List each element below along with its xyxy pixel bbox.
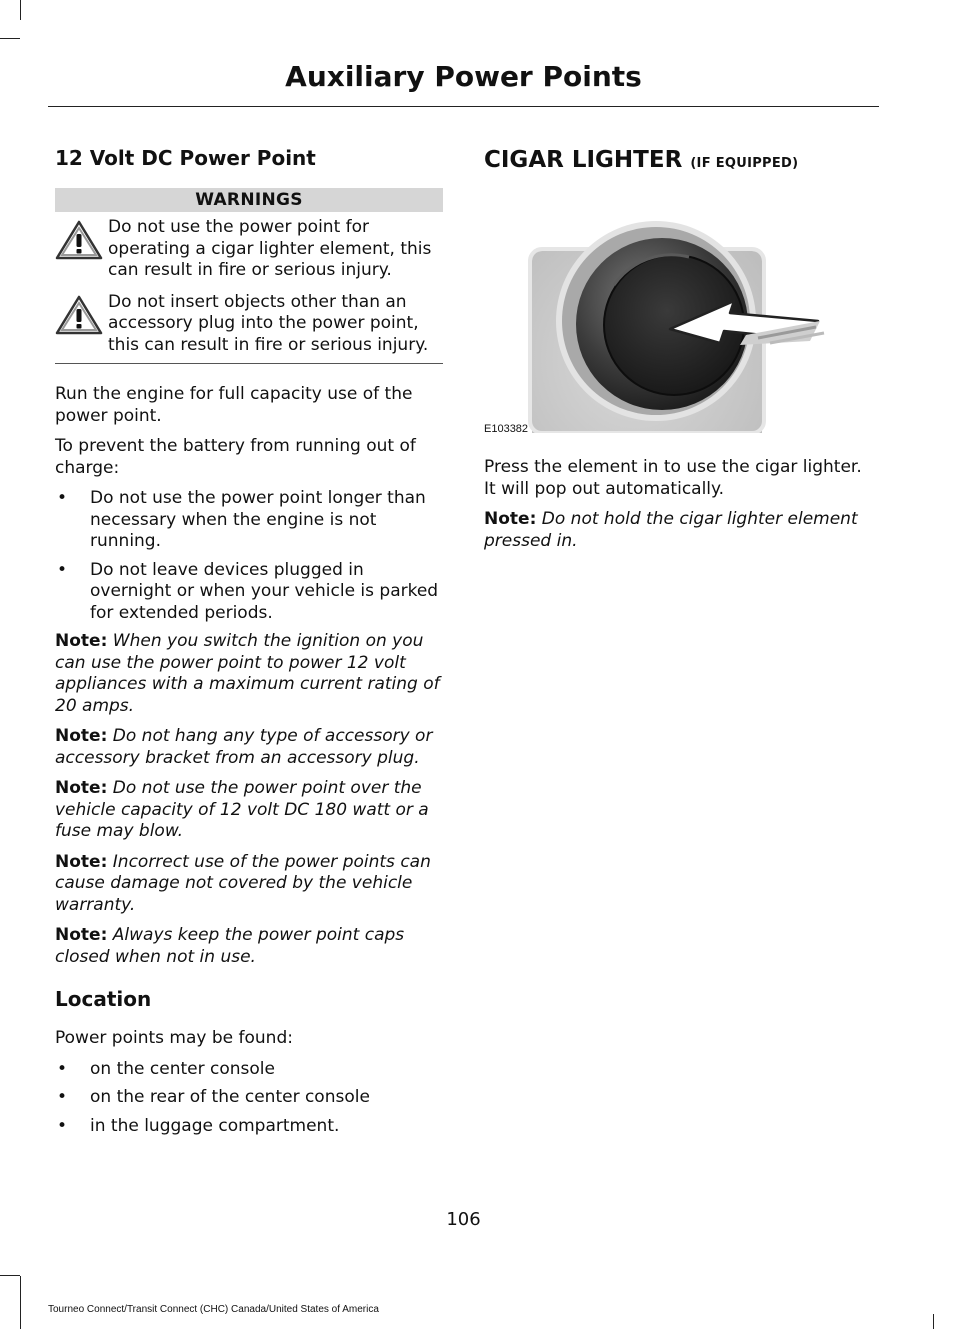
bullet-icon: • <box>57 1115 68 1136</box>
warning-triangle-icon <box>55 294 103 336</box>
note-label: Note: <box>55 726 108 746</box>
crop-mark <box>20 0 21 20</box>
note-label: Note: <box>55 851 108 872</box>
list-item-text: on the rear of the center console <box>90 1087 370 1107</box>
warning-text: Do not insert objects other than an accessory plug into the power point, this can result in fire or serious injury. <box>108 291 429 355</box>
page-number: 106 <box>446 1209 481 1230</box>
body-paragraph: Power points may be found: <box>55 1028 293 1048</box>
note-text: Incorrect use of the power points can cause damage not covered by the vehicle warranty. <box>55 851 431 915</box>
footer-text: Tourneo Connect/Transit Connect (CHC) Canada/United States of America <box>48 1304 379 1315</box>
bullet-icon: • <box>57 1087 68 1107</box>
note-text: Do not use the power point over the vehicle capacity of 12 volt DC 180 watt or a fuse may blow. <box>55 778 429 841</box>
warning-triangle-icon <box>55 219 103 261</box>
cigar-lighter-figure <box>484 193 874 433</box>
list-item-text: in the luggage compartment. <box>90 1115 340 1136</box>
note-text: When you switch the ignition on you can use the power point to power 12 volt appliances with a maximum current rating of 20 amps. <box>55 631 440 716</box>
body-paragraph: To prevent the battery from running out of charge: <box>55 436 416 478</box>
warnings-header: WARNINGS <box>55 188 443 212</box>
note <box>55 631 443 717</box>
note <box>484 509 874 552</box>
page-title: Auxiliary Power Points <box>285 60 642 93</box>
list-item <box>55 560 443 625</box>
note-text: Do not hold the cigar lighter element pressed in. <box>484 509 858 551</box>
warning-item <box>55 217 443 282</box>
right-column <box>484 145 874 561</box>
title-divider <box>48 106 879 107</box>
section-heading-location: Location <box>55 987 152 1011</box>
bullet-icon: • <box>57 559 68 580</box>
note-label: Note: <box>484 509 537 529</box>
heading-suffix: (IF EQUIPPED) <box>690 156 799 171</box>
list-item <box>55 488 443 553</box>
section-heading-cigar-lighter <box>484 145 874 179</box>
warning-item <box>55 292 443 357</box>
note-label: Note: <box>55 925 108 945</box>
list-item <box>55 1087 443 1109</box>
bullet-icon: • <box>57 1058 68 1079</box>
note <box>55 726 443 769</box>
list-item-text: Do not use the power point longer than necessary when the engine is not running. <box>90 488 426 551</box>
crop-mark <box>933 1314 934 1329</box>
list-item-text: on the center console <box>90 1058 275 1079</box>
note-text: Always keep the power point caps closed when not in use. <box>55 925 405 967</box>
body-paragraph: Run the engine for full capacity use of the power point. <box>55 384 413 426</box>
cigar-lighter-illustration <box>484 193 874 433</box>
note-label: Note: <box>55 631 108 651</box>
note-text: Do not hang any type of accessory or accessory bracket from an accessory plug. <box>55 726 433 768</box>
crop-mark <box>20 1276 21 1329</box>
left-column <box>55 145 443 1144</box>
bullet-icon: • <box>57 488 68 508</box>
figure-code: E103382 <box>484 423 529 435</box>
list-item-text: Do not leave devices plugged in overnight or when your vehicle is parked for extended periods. <box>90 559 439 623</box>
list-item <box>55 1116 443 1138</box>
crop-mark <box>0 1275 20 1276</box>
section-heading-power-point: 12 Volt DC Power Point <box>55 146 316 170</box>
note <box>55 925 443 968</box>
note-label: Note: <box>55 778 108 798</box>
crop-mark <box>0 38 20 39</box>
note <box>55 778 443 843</box>
warning-text: Do not use the power point for operating a cigar lighter element, this can result in fire or serious injury. <box>108 217 432 280</box>
list-item <box>55 1059 443 1081</box>
body-paragraph: Press the element in to use the cigar lighter. It will pop out automatically. <box>484 457 862 499</box>
note <box>55 852 443 917</box>
heading-main: CIGAR LIGHTER <box>484 147 683 173</box>
